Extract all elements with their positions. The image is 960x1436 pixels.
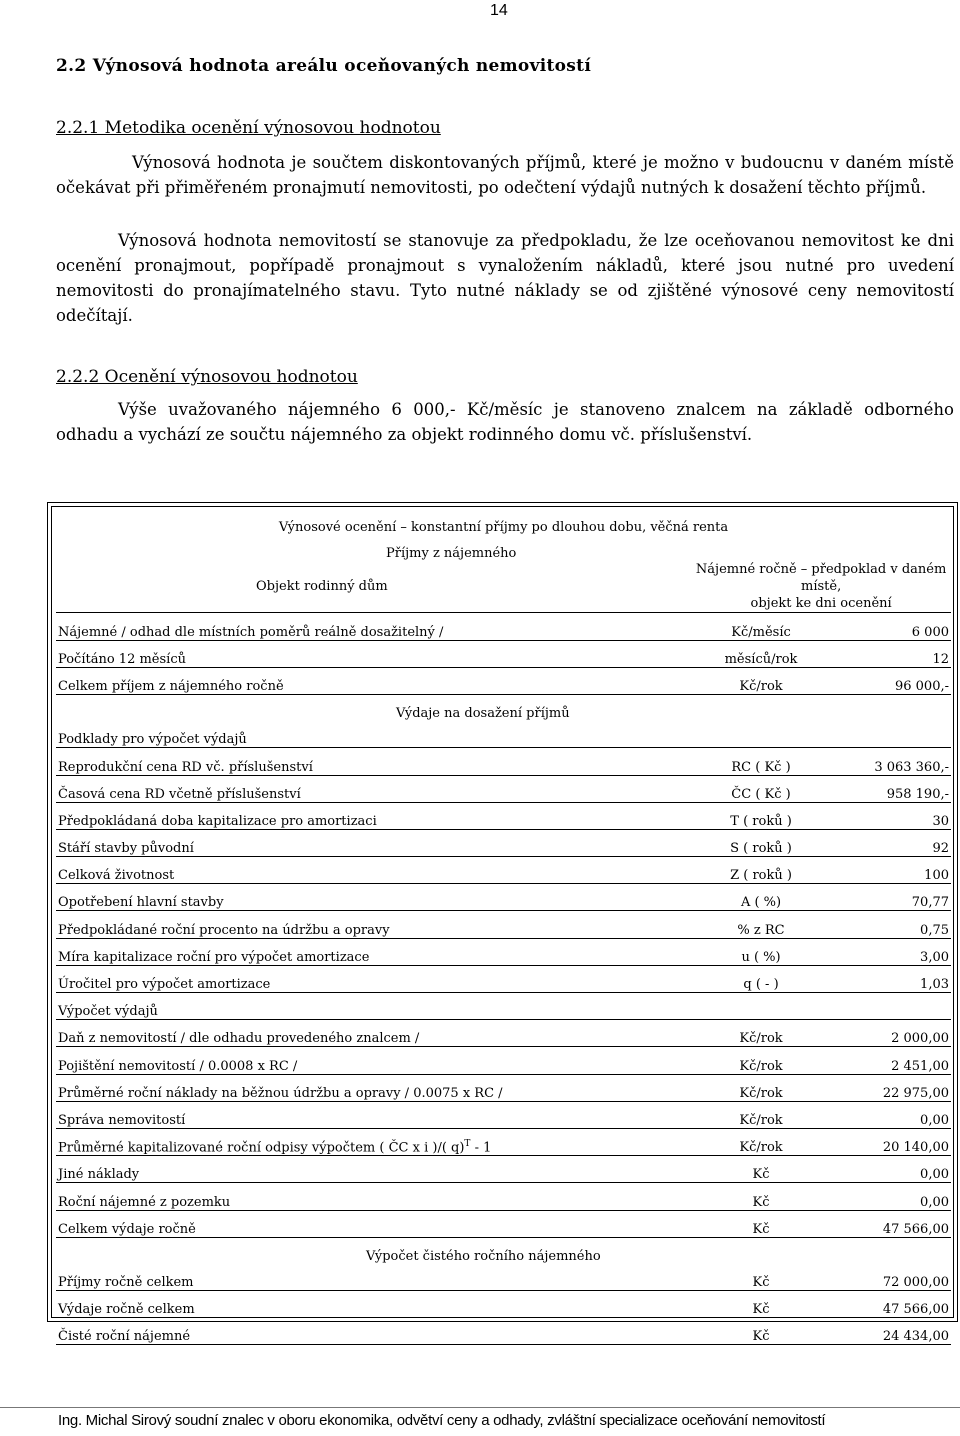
row-label: Opotřebení hlavní stavby	[56, 884, 691, 911]
row-unit: Kč/rok	[691, 1047, 831, 1074]
row-unit: q ( - )	[691, 965, 831, 992]
row-label: Míra kapitalizace roční pro výpočet amortizace	[56, 938, 691, 965]
row-label: Daň z nemovitostí / dle odhadu provedeného znalcem /	[56, 1020, 691, 1047]
table-row	[56, 1047, 951, 1074]
row-label: Výdaje ročně celkem	[56, 1291, 691, 1318]
row-value: 30	[831, 802, 951, 829]
table-row	[56, 1020, 951, 1047]
row-value: 47 566,00	[831, 1210, 951, 1237]
footer-divider	[0, 1407, 960, 1408]
row-label: Reprodukční cena RD vč. příslušenství	[56, 748, 691, 775]
row-label: Celková životnost	[56, 857, 691, 884]
row-unit: % z RC	[691, 911, 831, 938]
row-label: Nájemné / odhad dle místních poměrů reálně dosažitelný /	[56, 613, 691, 640]
basis-label: Podklady pro výpočet výdajů	[56, 721, 691, 748]
table-row	[56, 1101, 951, 1128]
row-value: 2 000,00	[831, 1020, 951, 1047]
row-label: Čisté roční nájemné	[56, 1318, 691, 1345]
table-row	[56, 1318, 951, 1345]
row-value: 3,00	[831, 938, 951, 965]
rent-note-line-1: Nájemné ročně – předpoklad v daném místě,	[695, 562, 947, 595]
row-value: 100	[831, 857, 951, 884]
row-value: 24 434,00	[831, 1318, 951, 1345]
rent-note-line-2: objekt ke dni ocenění	[750, 596, 892, 612]
row-value: 12	[831, 640, 951, 667]
subsection-heading-methodology: 2.2.1 Metodika ocenění výnosovou hodnotou	[56, 118, 441, 138]
row-label: Roční nájemné z pozemku	[56, 1183, 691, 1210]
row-label: Počítáno 12 měsíců	[56, 640, 691, 667]
row-value: 72 000,00	[831, 1264, 951, 1291]
row-value: 3 063 360,-	[831, 748, 951, 775]
table-row	[56, 1074, 951, 1101]
blank-cell	[691, 535, 831, 561]
table-row	[56, 802, 951, 829]
row-unit: u ( %)	[691, 938, 831, 965]
section-heading: 2.2 Výnosová hodnota areálu oceňovaných nemovitostí	[56, 56, 592, 76]
blank-cell	[691, 694, 831, 721]
table-row	[56, 613, 951, 640]
row-unit: S ( roků )	[691, 829, 831, 856]
row-label: Příjmy ročně celkem	[56, 1264, 691, 1291]
table-row	[56, 857, 951, 884]
row-value: 0,00	[831, 1183, 951, 1210]
row-unit: Kč/rok	[691, 1020, 831, 1047]
row-unit: Kč/rok	[691, 1074, 831, 1101]
blank-cell	[691, 721, 831, 748]
row-unit: Kč	[691, 1291, 831, 1318]
table-row	[56, 640, 951, 667]
row-value: 6 000	[831, 613, 951, 640]
table-row	[56, 965, 951, 992]
blank-cell	[691, 1237, 831, 1264]
row-value: 22 975,00	[831, 1074, 951, 1101]
net-header: Výpočet čistého ročního nájemného	[366, 1248, 601, 1264]
row-value: 1,03	[831, 965, 951, 992]
object-label: Objekt rodinný dům	[56, 561, 691, 613]
row-unit: Kč	[691, 1318, 831, 1345]
row-value: 2 451,00	[831, 1047, 951, 1074]
page-footer: Ing. Michal Sirový soudní znalec v oboru ekonomika, odvětví ceny a odhady, zvláštní specializace oceňování nemovitostí	[58, 1412, 826, 1429]
table-row	[56, 748, 951, 775]
row-label	[56, 1128, 691, 1155]
row-unit: A ( %)	[691, 884, 831, 911]
row-label: Jiné náklady	[56, 1156, 691, 1183]
blank-cell	[831, 694, 951, 721]
row-unit: Kč	[691, 1156, 831, 1183]
row-label: Stáří stavby původní	[56, 829, 691, 856]
table-row	[56, 911, 951, 938]
table-row	[56, 1291, 951, 1318]
table-row	[56, 1128, 951, 1155]
row-unit: ČC ( Kč )	[691, 775, 831, 802]
row-label-main: Průměrné kapitalizované roční odpisy výpočtem ( ČC x i )/( q)	[58, 1140, 465, 1156]
row-unit: Z ( roků )	[691, 857, 831, 884]
rent-note	[691, 561, 951, 613]
row-label: Předpokládané roční procento na údržbu a opravy	[56, 911, 691, 938]
row-unit: Kč	[691, 1264, 831, 1291]
row-value: 96 000,-	[831, 667, 951, 694]
row-label: Úročitel pro výpočet amortizace	[56, 965, 691, 992]
row-label: Časová cena RD včetně příslušenství	[56, 775, 691, 802]
valuation-paragraph	[56, 397, 954, 447]
blank-cell	[831, 993, 951, 1020]
row-unit: T ( roků )	[691, 802, 831, 829]
blank-cell	[831, 1237, 951, 1264]
row-value: 0,75	[831, 911, 951, 938]
table-row	[56, 1183, 951, 1210]
income-header: Příjmy z nájemného	[386, 546, 517, 562]
row-label: Průměrné roční náklady na běžnou údržbu a opravy / 0.0075 x RC /	[56, 1074, 691, 1101]
valuation-paragraph-text: Výše uvažovaného nájemného 6 000,- Kč/měsíc je stanoveno znalcem na základě odborného odhadu a vychází ze součtu nájemného za objekt rodinného domu vč. příslušenství.	[56, 400, 954, 444]
table-row	[56, 1156, 951, 1183]
blank-cell	[831, 535, 951, 561]
table-row	[56, 1210, 951, 1237]
row-label-tail: - 1	[470, 1140, 492, 1156]
methodology-paragraph-2	[56, 228, 954, 328]
row-label: Pojištění nemovitostí / 0.0008 x RC /	[56, 1047, 691, 1074]
table-row	[56, 938, 951, 965]
row-value: 70,77	[831, 884, 951, 911]
row-label: Správa nemovitostí	[56, 1101, 691, 1128]
row-unit: RC ( Kč )	[691, 748, 831, 775]
expenses-header: Výdaje na dosažení příjmů	[396, 706, 570, 722]
row-unit: měsíců/rok	[691, 640, 831, 667]
row-label: Celkem výdaje ročně	[56, 1210, 691, 1237]
calc-label: Výpočet výdajů	[56, 993, 691, 1020]
row-unit: Kč	[691, 1183, 831, 1210]
methodology-paragraph-1-text: Výnosová hodnota je součtem diskontovaných příjmů, které je možno v budoucnu v daném místě očekávat při přiměřeném pronajmutí nemovitosti, po odečtení výdajů nutných k dosažení těchto příjmů.	[56, 153, 954, 197]
row-value: 0,00	[831, 1101, 951, 1128]
page-number: 14	[490, 2, 508, 19]
table-row	[56, 775, 951, 802]
methodology-paragraph-2-text: Výnosová hodnota nemovitostí se stanovuje za předpokladu, že lze oceňovanou nemovitost ke dni ocenění pronajmout, popřípadě pronajmout s vynaložením nákladů, které jsou nutné pro uvedení nemovitosti do pronajímatelného stavu. Tyto nutné náklady se od zjištěné výnosové ceny nemovitostí odečítají.	[56, 231, 954, 325]
row-label: Předpokládaná doba kapitalizace pro amortizaci	[56, 802, 691, 829]
row-value: 20 140,00	[831, 1128, 951, 1155]
row-unit: Kč/rok	[691, 1128, 831, 1155]
table-row	[56, 829, 951, 856]
valuation-table-frame	[47, 502, 958, 1345]
table-row	[56, 884, 951, 911]
row-unit: Kč/rok	[691, 1101, 831, 1128]
table-row	[56, 667, 951, 694]
valuation-table	[56, 509, 951, 1345]
table-title: Výnosové ocenění – konstantní příjmy po dlouhou dobu, věčná renta	[278, 520, 729, 536]
row-value: 0,00	[831, 1156, 951, 1183]
blank-cell	[691, 993, 831, 1020]
table-row	[56, 1264, 951, 1291]
row-label-exponent: T	[464, 1138, 471, 1149]
methodology-paragraph-1	[56, 150, 954, 200]
row-unit: Kč/měsíc	[691, 613, 831, 640]
blank-cell	[831, 721, 951, 748]
row-value: 47 566,00	[831, 1291, 951, 1318]
row-value: 92	[831, 829, 951, 856]
row-unit: Kč/rok	[691, 667, 831, 694]
row-label: Celkem příjem z nájemného ročně	[56, 667, 691, 694]
row-value: 958 190,-	[831, 775, 951, 802]
subsection-heading-valuation: 2.2.2 Ocenění výnosovou hodnotou	[56, 367, 358, 387]
row-unit: Kč	[691, 1210, 831, 1237]
